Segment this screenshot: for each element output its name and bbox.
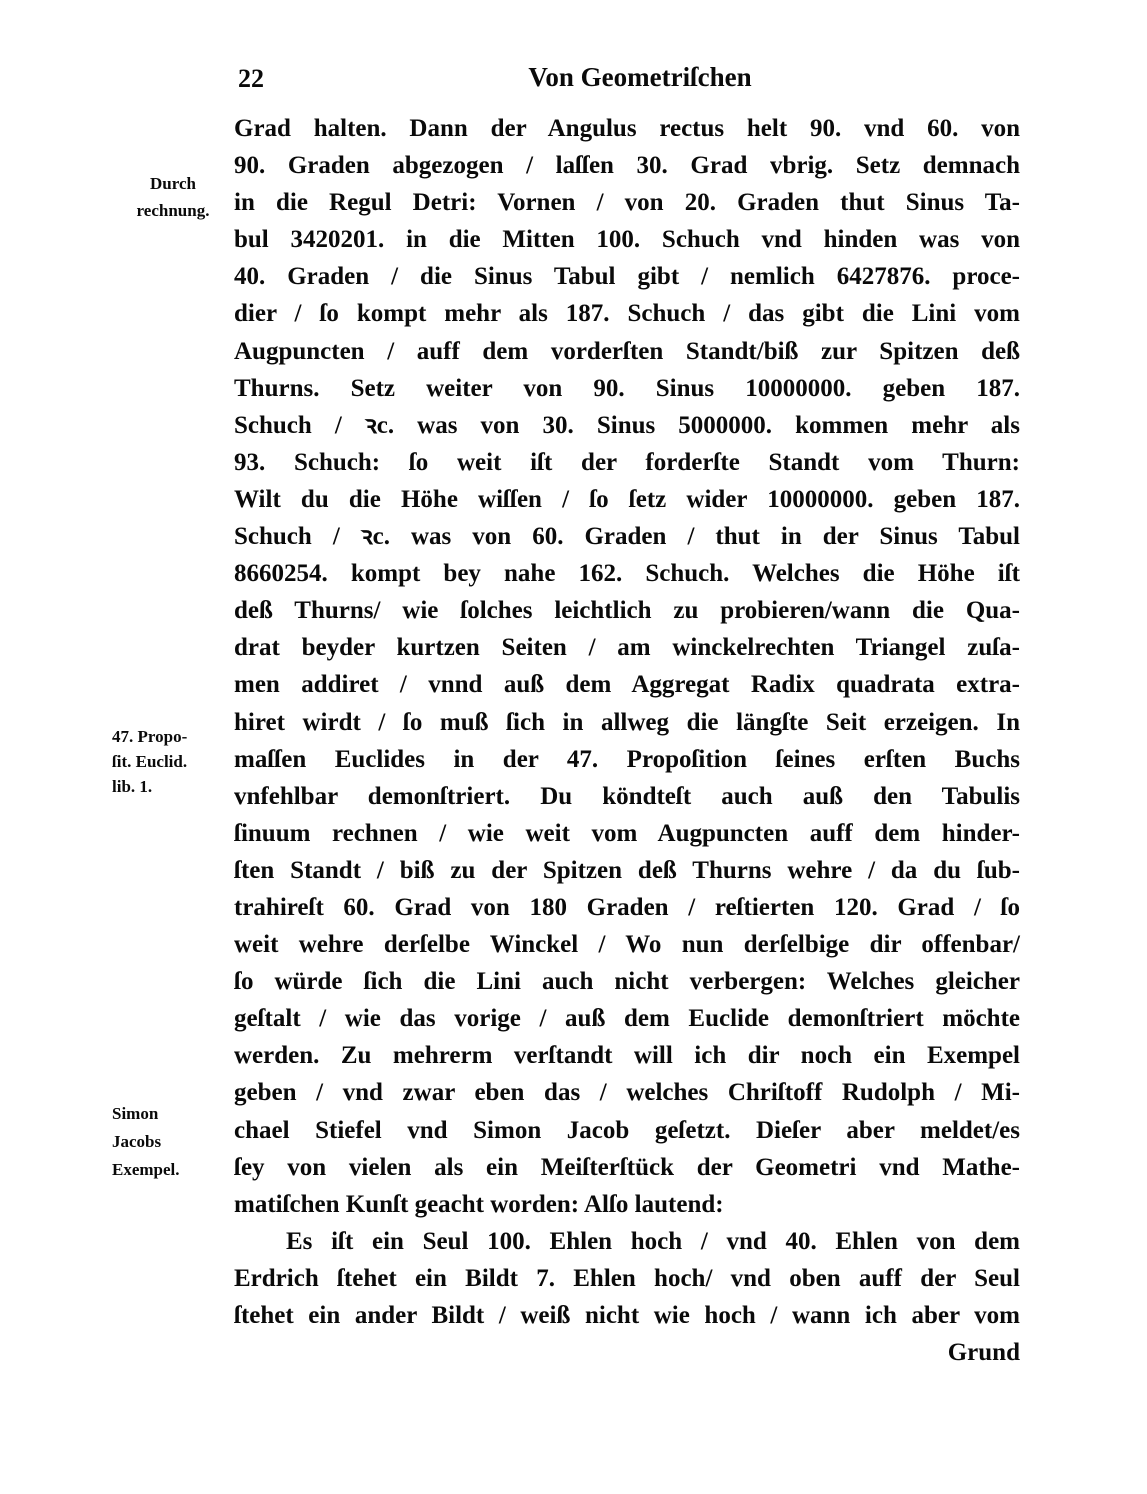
- text-line: geſtalt / wie das vorige / auß dem Euclide demonſtriert möchte: [234, 1005, 1020, 1033]
- text-line: ſey von vielen als ein Meiſterſtück der Geometri vnd Mathe-: [234, 1153, 1020, 1181]
- text-line: ſinuum rechnen / wie weit vom Augpuncten auff dem hinder-: [234, 819, 1020, 847]
- text-line: Erdrich ſtehet ein Bildt 7. Ehlen hoch/ vnd oben auff der Seul: [234, 1264, 1020, 1292]
- margin-note-line: rechnung.: [136, 201, 210, 220]
- page-number: 22: [238, 64, 264, 93]
- text-line: deß Thurns/ wie ſolches leichtlich zu probieren/wann die Qua-: [234, 597, 1020, 625]
- text-line: Augpuncten / auff dem vorderſten Standt/biß zur Spitzen deß: [234, 337, 1020, 365]
- text-line: Wilt du die Höhe wiſſen / ſo ſetz wider 10000000. geben 187.: [234, 485, 1020, 513]
- text-line: hiret wirdt / ſo muß ſich in allweg die längſte Seit erzeigen. In: [234, 708, 1020, 736]
- text-line: ſten Standt / biß zu der Spitzen deß Thurns wehre / da du ſub-: [234, 856, 1020, 884]
- text-line: Thurns. Setz weiter von 90. Sinus 10000000. geben 187.: [234, 374, 1020, 402]
- text-line: men addiret / vnnd auß dem Aggregat Radix quadrata extra-: [234, 671, 1020, 699]
- text-line: trahireſt 60. Grad von 180 Graden / reſtierten 120. Grad / ſo: [234, 893, 1020, 921]
- text-line: Grad halten. Dann der Angulus rectus helt 90. vnd 60. von: [234, 115, 1020, 142]
- margin-note-line: ſit. Euclid.: [112, 752, 188, 771]
- text-line: vnfehlbar demonſtriert. Du köndteſt auch auß den Tabulis: [234, 782, 1020, 810]
- text-line: geben / vnd zwar eben das / welches Chriſtoff Rudolph / Mi-: [234, 1079, 1020, 1107]
- margin-note-line: Exempel.: [112, 1160, 180, 1179]
- text-line: ſtehet ein ander Bildt / weiß nicht wie hoch / wann ich aber vom: [234, 1302, 1020, 1329]
- main-text: [234, 110, 1020, 1371]
- margin-note: [112, 1100, 234, 1184]
- text-line: bul 3420201. in die Mitten 100. Schuch vnd hinden was von: [234, 226, 1020, 254]
- margin-note-line: Simon: [112, 1104, 159, 1123]
- text-line: in die Regul Detri: Vornen / von 20. Graden thut Sinus Ta-: [234, 189, 1020, 217]
- text-line: Schuch / ꝛc. was von 60. Graden / thut in der Sinus Tabul: [234, 523, 1020, 551]
- margin-note: [112, 170, 234, 224]
- text-line: 93. Schuch: ſo weit iſt der forderſte Standt vom Thurn:: [234, 448, 1020, 476]
- margin-note-line: Jacobs: [112, 1132, 162, 1151]
- text-line: matiſchen Kunſt geacht worden: Alſo lautend:: [234, 1190, 724, 1218]
- catchword: Grund: [947, 1339, 1020, 1367]
- text-line: Schuch / ꝛc. was von 30. Sinus 5000000. kommen mehr als: [234, 411, 1020, 439]
- text-line: 40. Graden / die Sinus Tabul gibt / nemlich 6427876. proce-: [234, 263, 1020, 291]
- text-line: weit wehre derſelbe Winckel / Wo nun derſelbige dir offenbar/: [234, 931, 1020, 959]
- margin-note-line: 47. Propo-: [112, 727, 188, 746]
- text-line: chael Stiefel vnd Simon Jacob geſetzt. Dieſer aber meldet/es: [234, 1116, 1020, 1144]
- margin-note-line: lib. 1.: [112, 777, 153, 796]
- text-line: drat beyder kurtzen Seiten / am winckelrechten Triangel zuſa-: [234, 634, 1020, 662]
- text-line: dier / ſo kompt mehr als 187. Schuch / das gibt die Lini vom: [234, 300, 1020, 328]
- text-line: werden. Zu mehrerm verſtandt will ich dir noch ein Exempel: [234, 1042, 1020, 1070]
- text-line: maſſen Euclides in der 47. Propoſition ſeines erſten Buchs: [234, 745, 1020, 773]
- text-line: 90. Graden abgezogen / laſſen 30. Grad vbrig. Setz demnach: [234, 152, 1020, 180]
- text-line: Es iſt ein Seul 100. Ehlen hoch / vnd 40. Ehlen von dem: [286, 1227, 1020, 1255]
- margin-note: [112, 724, 234, 799]
- text-line: ſo würde ſich die Lini auch nicht verbergen: Welches gleicher: [234, 968, 1020, 996]
- text-line: 8660254. kompt bey nahe 162. Schuch. Welches die Höhe iſt: [234, 560, 1020, 588]
- margin-note-line: Durch: [150, 174, 196, 193]
- running-head: Von Geometriſchen: [528, 62, 752, 92]
